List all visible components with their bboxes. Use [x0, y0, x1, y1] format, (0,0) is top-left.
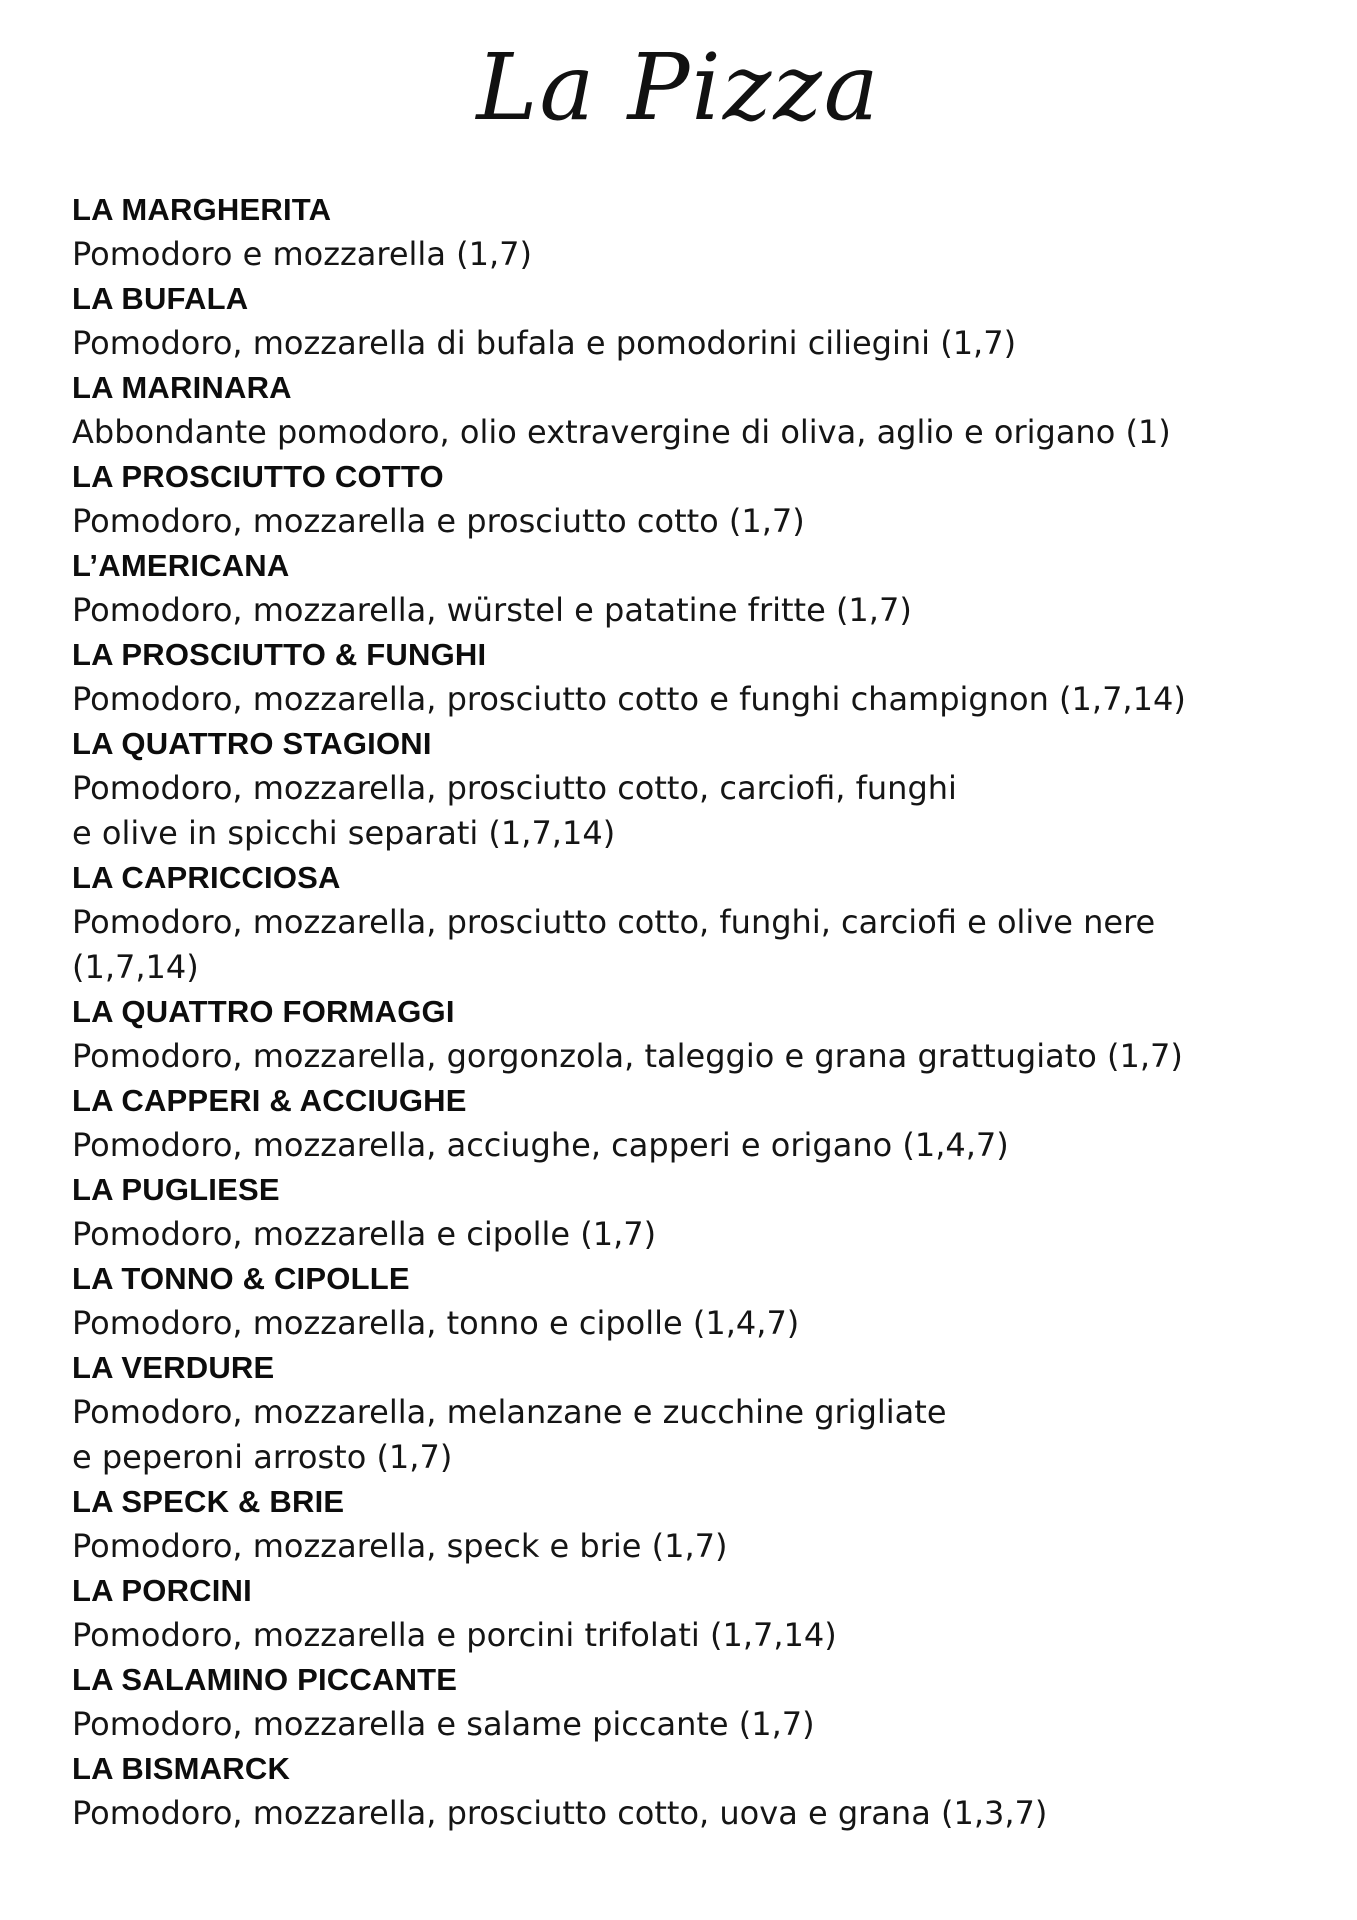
pizza-description: Pomodoro, mozzarella e porcini trifolati (1,7,14) [72, 1616, 837, 1654]
menu-item [72, 1480, 1272, 1569]
pizza-name: LA BISMARCK [72, 1751, 291, 1786]
pizza-name: LA SALAMINO PICCANTE [72, 1662, 458, 1697]
pizza-description: Pomodoro, mozzarella di bufala e pomodorini ciliegini (1,7) [72, 324, 1017, 362]
pizza-name: LA BUFALA [72, 281, 249, 316]
pizza-name: LA PROSCIUTTO & FUNGHI [72, 637, 487, 672]
pizza-description: Pomodoro, mozzarella, tonno e cipolle (1,4,7) [72, 1304, 800, 1342]
menu-item [72, 544, 1272, 633]
menu-item [72, 455, 1272, 544]
menu-item [72, 1747, 1272, 1836]
menu-item [72, 633, 1272, 722]
pizza-description: Pomodoro, mozzarella, gorgonzola, taleggio e grana grattugiato (1,7) [72, 1037, 1183, 1075]
pizza-description: Pomodoro e mozzarella (1,7) [72, 235, 532, 273]
page-title: La Pizza [476, 34, 881, 141]
pizza-name: LA CAPPERI & ACCIUGHE [72, 1083, 467, 1118]
pizza-description: Pomodoro, mozzarella e cipolle (1,7) [72, 1215, 657, 1253]
pizza-name: LA PORCINI [72, 1573, 252, 1608]
menu-item [72, 1257, 1272, 1346]
pizza-name: LA TONNO & CIPOLLE [72, 1261, 410, 1296]
pizza-menu-list [72, 188, 1272, 1836]
menu-item [72, 1346, 1272, 1480]
pizza-description: Pomodoro, mozzarella, würstel e patatine fritte (1,7) [72, 591, 912, 629]
pizza-description: Pomodoro, mozzarella, speck e brie (1,7) [72, 1527, 728, 1565]
menu-item [72, 188, 1272, 277]
pizza-name: L’AMERICANA [72, 548, 290, 583]
menu-item [72, 366, 1272, 455]
menu-item [72, 1168, 1272, 1257]
pizza-name: LA MARGHERITA [72, 192, 332, 227]
pizza-name: LA VERDURE [72, 1350, 275, 1385]
pizza-description: Pomodoro, mozzarella, prosciutto cotto, carciofi, funghi e olive in spicchi separati (1,7,14) [72, 769, 957, 852]
pizza-description: Abbondante pomodoro, olio extravergine di oliva, aglio e origano (1) [72, 413, 1171, 451]
menu-item [72, 990, 1272, 1079]
menu-item [72, 277, 1272, 366]
pizza-description: Pomodoro, mozzarella, prosciutto cotto, funghi, carciofi e olive nere (1,7,14) [72, 903, 1156, 986]
pizza-name: LA MARINARA [72, 370, 292, 405]
pizza-description: Pomodoro, mozzarella, melanzane e zucchine grigliate e peperoni arrosto (1,7) [72, 1393, 947, 1476]
pizza-description: Pomodoro, mozzarella e prosciutto cotto (1,7) [72, 502, 805, 540]
pizza-name: LA PUGLIESE [72, 1172, 280, 1207]
pizza-description: Pomodoro, mozzarella, acciughe, capperi e origano (1,4,7) [72, 1126, 1009, 1164]
menu-item [72, 1079, 1272, 1168]
pizza-name: LA SPECK & BRIE [72, 1484, 345, 1519]
pizza-name: LA PROSCIUTTO COTTO [72, 459, 444, 494]
pizza-name: LA CAPRICCIOSA [72, 860, 341, 895]
pizza-name: LA QUATTRO FORMAGGI [72, 994, 455, 1029]
menu-item [72, 1569, 1272, 1658]
pizza-name: LA QUATTRO STAGIONI [72, 726, 432, 761]
menu-item [72, 1658, 1272, 1747]
pizza-description: Pomodoro, mozzarella, prosciutto cotto, uova e grana (1,3,7) [72, 1794, 1048, 1832]
pizza-description: Pomodoro, mozzarella e salame piccante (1,7) [72, 1705, 815, 1743]
menu-item [72, 856, 1272, 990]
pizza-description: Pomodoro, mozzarella, prosciutto cotto e funghi champignon (1,7,14) [72, 680, 1186, 718]
menu-item [72, 722, 1272, 856]
